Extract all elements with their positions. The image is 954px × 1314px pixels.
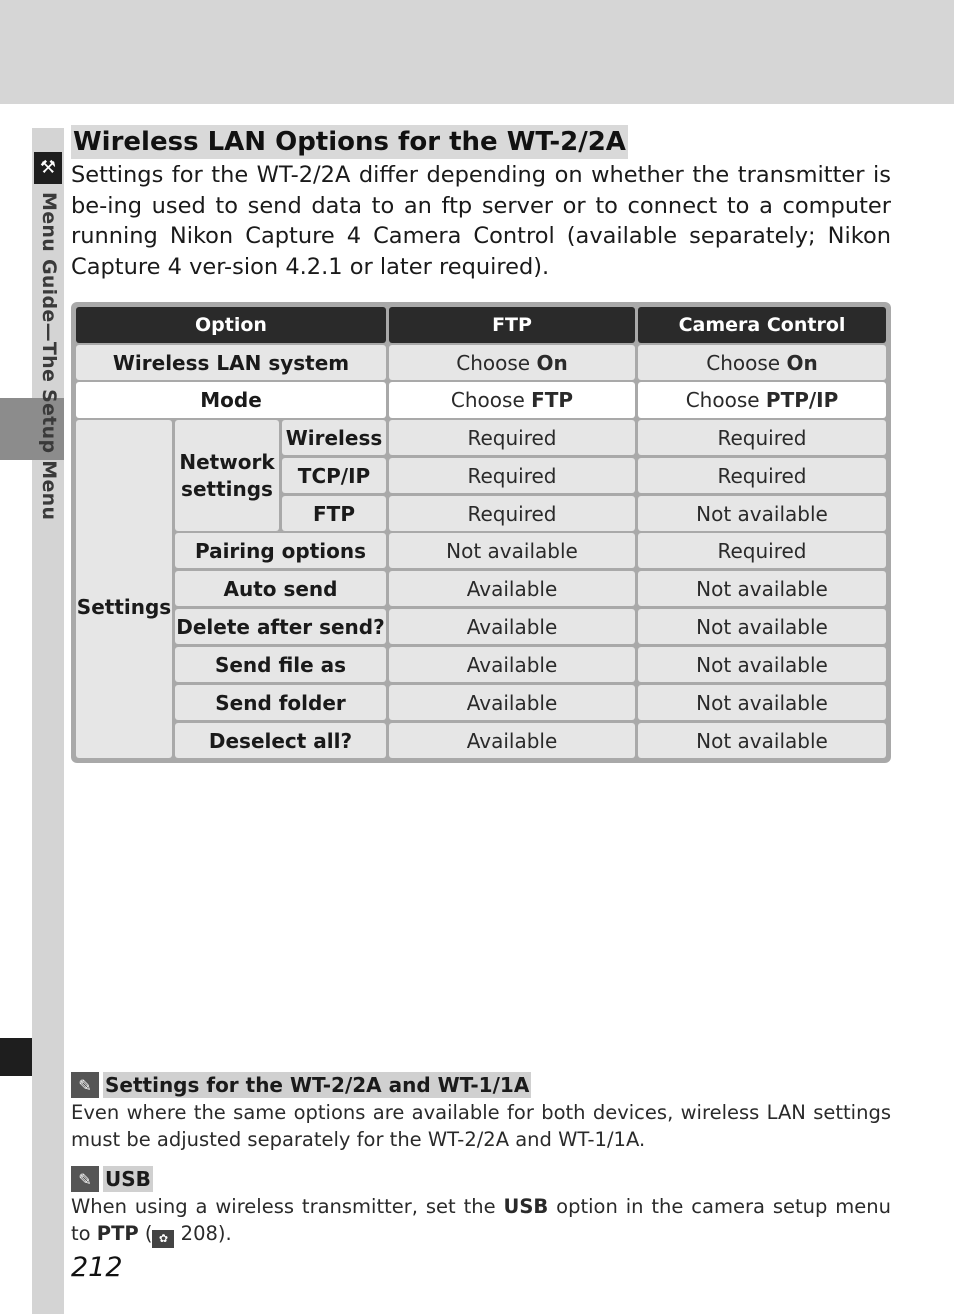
- cell-bold: On: [536, 350, 568, 375]
- cell-bold: FTP: [531, 388, 574, 412]
- cell-ftp-auto-send: Available: [389, 571, 635, 606]
- note-usb-text: When using a wireless transmitter, set the: [71, 1195, 504, 1218]
- pencil-icon: ✎: [71, 1166, 99, 1192]
- note-usb-bold: USB: [503, 1195, 549, 1218]
- note-usb-body: [71, 1193, 891, 1248]
- cell-text: Choose: [456, 350, 537, 375]
- network-settings-label: Network settings: [175, 420, 279, 531]
- header-ftp: FTP: [389, 307, 635, 343]
- page-number: 212: [71, 1252, 123, 1283]
- wrench-icon: ⚒: [34, 152, 62, 184]
- note-settings-body: Even where the same options are available for both devices, wireless LAN settings must be adjusted separately for the WT-2/2A and WT-1/1A.: [71, 1101, 891, 1151]
- row-label-send-folder: Send folder: [175, 685, 386, 720]
- cell-cc-wireless-lan-system: [638, 345, 886, 380]
- cell-cc-deselect-all: Not available: [638, 723, 886, 758]
- menu-reference-icon: ✿: [152, 1230, 174, 1248]
- row-label-wireless: Wireless: [282, 420, 386, 455]
- page-title: Wireless LAN Options for the WT-2/2A: [73, 127, 626, 157]
- thumb-tab: [0, 1038, 32, 1076]
- row-label-ftp: FTP: [282, 496, 386, 531]
- cell-ftp-delete-after-send: Available: [389, 609, 635, 644]
- cell-bold: On: [786, 350, 818, 375]
- cell-cc-auto-send: Not available: [638, 571, 886, 606]
- cell-text: Choose: [706, 350, 787, 375]
- note-usb-page-ref: 208).: [174, 1222, 232, 1245]
- cell-ftp-ftp: Required: [389, 496, 635, 531]
- row-label-delete-after-send: Delete after send?: [175, 609, 386, 644]
- row-label-auto-send: Auto send: [175, 571, 386, 606]
- row-label-mode: Mode: [76, 382, 386, 418]
- note-settings-title: Settings for the WT-2/2A and WT-1/1A: [105, 1073, 530, 1097]
- cell-ftp-send-file-as: Available: [389, 647, 635, 682]
- cell-cc-tcpip: Required: [638, 458, 886, 493]
- cell-text: Choose: [450, 388, 532, 412]
- settings-group-label: Settings: [76, 420, 172, 758]
- note-settings-header: [71, 1072, 531, 1098]
- header-band: [0, 0, 954, 104]
- row-label-wireless-lan-system: Wireless LAN system: [76, 345, 386, 380]
- cell-ftp-mode: [389, 382, 635, 418]
- note-usb-bold: PTP: [96, 1222, 139, 1245]
- cell-cc-mode: [638, 382, 886, 418]
- cell-ftp-wireless-lan-system: [389, 345, 635, 380]
- note-usb-text: option in the camera setup menu to: [71, 1195, 891, 1245]
- note-usb-header: [71, 1166, 153, 1192]
- cell-cc-delete-after-send: Not available: [638, 609, 886, 644]
- row-label-deselect-all: Deselect all?: [175, 723, 386, 758]
- note-usb-text: (: [138, 1222, 153, 1245]
- note-usb-title: USB: [105, 1167, 151, 1191]
- cell-ftp-wireless: Required: [389, 420, 635, 455]
- cell-cc-pairing-options: Required: [638, 533, 886, 568]
- side-section-label: Menu Guide—The Setup Menu: [38, 192, 60, 521]
- options-table: [71, 302, 891, 763]
- cell-text: Choose: [685, 388, 766, 412]
- cell-cc-wireless: Required: [638, 420, 886, 455]
- header-option: Option: [76, 307, 386, 343]
- row-label-tcpip: TCP/IP: [282, 458, 386, 493]
- pencil-icon: ✎: [71, 1072, 99, 1098]
- cell-ftp-pairing-options: Not available: [389, 533, 635, 568]
- cell-bold: PTP/IP: [765, 388, 839, 412]
- cell-ftp-tcpip: Required: [389, 458, 635, 493]
- cell-ftp-deselect-all: Available: [389, 723, 635, 758]
- row-label-send-file-as: Send file as: [175, 647, 386, 682]
- intro-paragraph: Settings for the WT-2/2A differ depending on whether the transmitter is be-ing used to send data to an ftp server or to connect to a computer running Nikon Capture 4 Camera Control (available separately; Nikon Capture 4 ver-sion 4.2.1 or later required).: [71, 162, 891, 280]
- cell-ftp-send-folder: Available: [389, 685, 635, 720]
- cell-cc-send-folder: Not available: [638, 685, 886, 720]
- header-camera-control: Camera Control: [638, 307, 886, 343]
- row-label-pairing-options: Pairing options: [175, 533, 386, 568]
- cell-cc-ftp: Not available: [638, 496, 886, 531]
- cell-cc-send-file-as: Not available: [638, 647, 886, 682]
